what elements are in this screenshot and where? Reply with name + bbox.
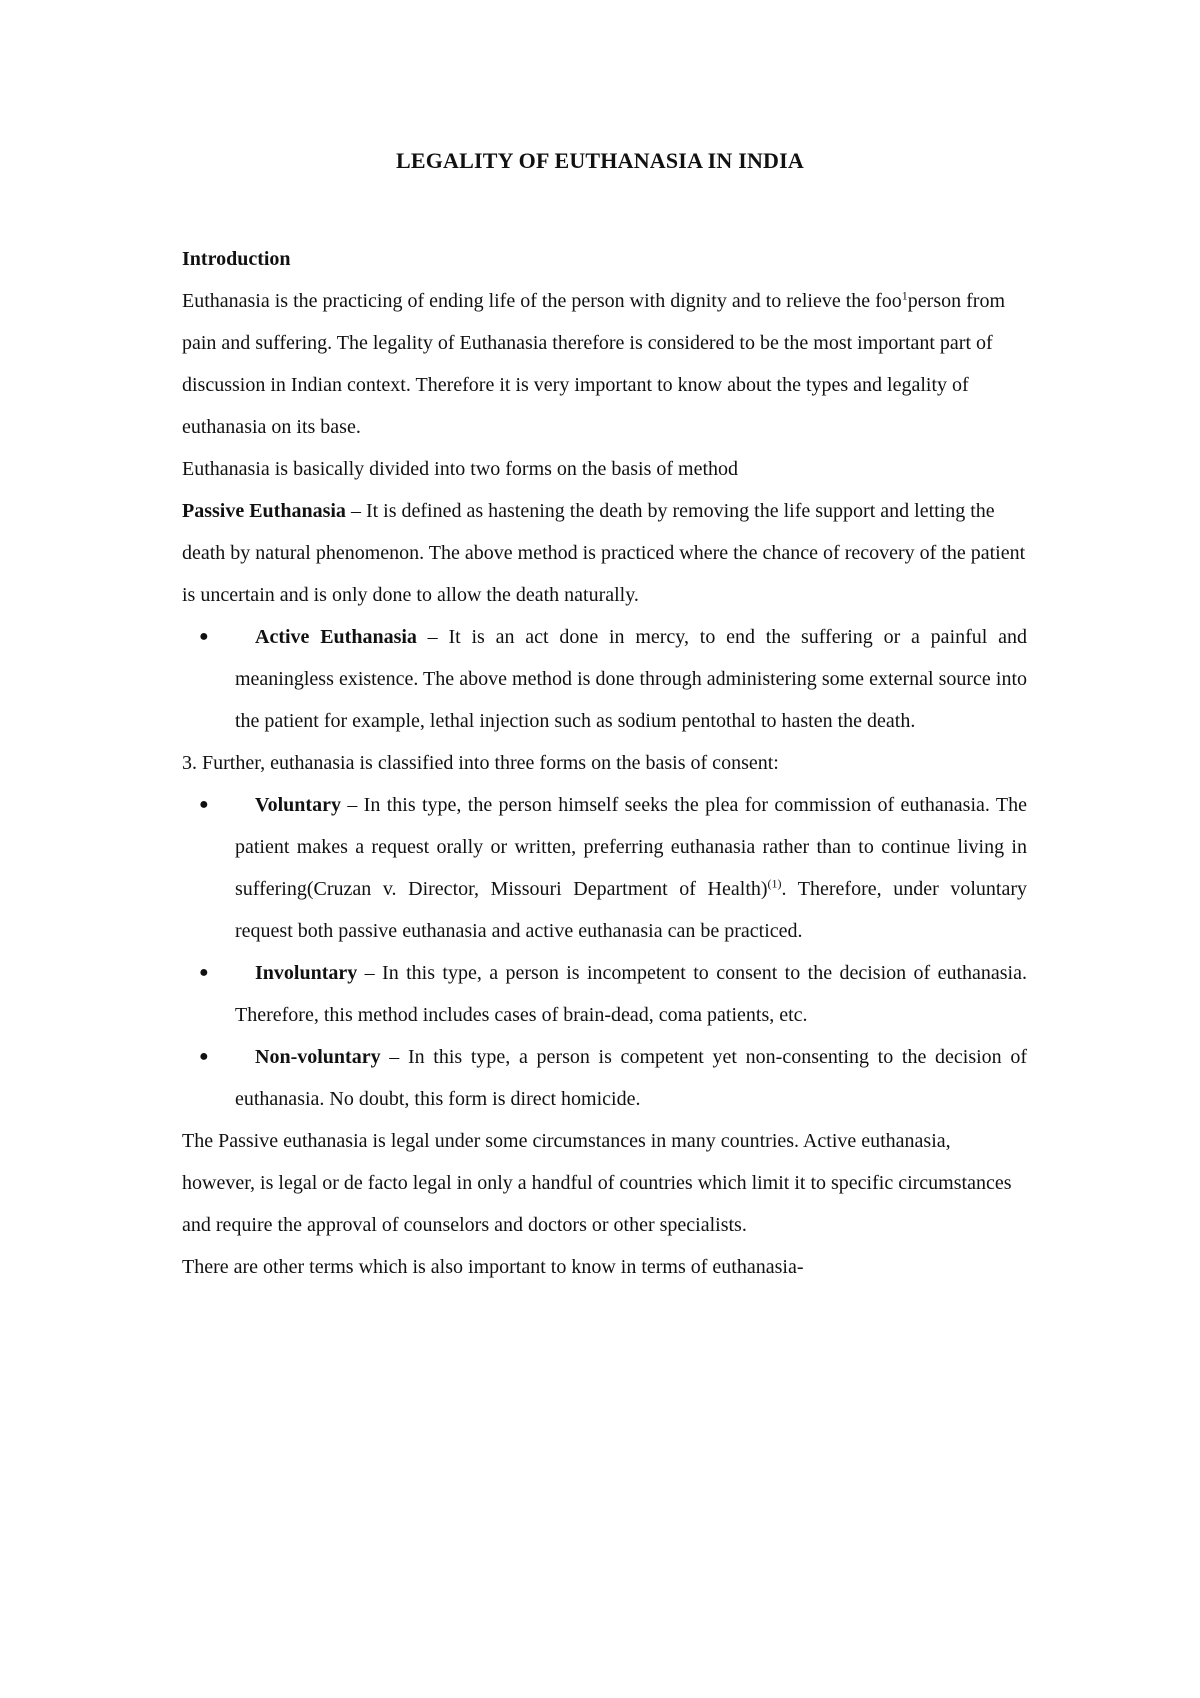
bullet-icon: ●: [199, 964, 209, 981]
voluntary-text: – In this type, the person himself seeks the plea for commission of euthanasia. The patient makes a request orally or written, preferring euthanasia rather than to continue living in suffering(Cruzan v. Director, Missouri Department of Health): [235, 794, 1027, 900]
bullet-icon: ●: [199, 628, 209, 645]
passive-euthanasia-paragraph: [182, 490, 1027, 616]
closing-line: There are other terms which is also important to know in terms of euthanasia-: [182, 1256, 804, 1278]
nonvoluntary-text: – In this type, a person is competent yet non-consenting to the decision of euthanasia. No doubt, this form is direct homicide.: [235, 1046, 1027, 1110]
document-title: LEGALITY OF EUTHANASIA IN INDIA: [396, 148, 804, 173]
list-item-nonvoluntary: [182, 1036, 1027, 1120]
intro-paragraph: [182, 280, 1027, 448]
legal-paragraph: The Passive euthanasia is legal under some circumstances in many countries. Active euthanasia, however, is legal or de facto legal in only a handful of countries which limit it to specific circumstances and require the approval of counselors and doctors or other specialists.: [182, 1130, 1012, 1236]
intro-text-continued: person from pain and suffering. The legality of Euthanasia therefore is considered to be the most important part of discussion in Indian context. Therefore it is very important to know about the types and legality of euthanasia on its base.: [182, 290, 1005, 438]
active-euthanasia-text: – It is an act done in mercy, to end the suffering or a painful and meaningless existence. The above method is done through administering some external source into the patient for example, lethal injection such as sodium pentothal to hasten the death.: [235, 626, 1027, 732]
voluntary-text-continued: . Therefore, under voluntary request both passive euthanasia and active euthanasia can be practiced.: [235, 878, 1027, 942]
method-intro: Euthanasia is basically divided into two forms on the basis of method: [182, 458, 739, 480]
bullet-icon: ●: [199, 1048, 209, 1065]
passive-euthanasia-term: Passive Euthanasia: [182, 500, 346, 522]
passive-euthanasia-text: – It is defined as hastening the death by removing the life support and letting the death by natural phenomenon. The above method is practiced where the chance of recovery of the patient is uncertain and is only done to allow the death naturally.: [182, 500, 1026, 606]
nonvoluntary-term: Non-voluntary: [255, 1046, 381, 1068]
consent-intro: 3. Further, euthanasia is classified into three forms on the basis of consent:: [182, 752, 779, 774]
intro-text: Euthanasia is the practicing of ending life of the person with dignity and to relieve the foo: [182, 290, 902, 312]
document-body: [182, 238, 1027, 1288]
active-euthanasia-term: Active Euthanasia: [255, 626, 417, 648]
footnote-marker: (1): [767, 876, 782, 891]
list-item-voluntary: [182, 784, 1027, 952]
footnote-marker: 1: [901, 288, 908, 303]
involuntary-text: – In this type, a person is incompetent to consent to the decision of euthanasia. Therefore, this method includes cases of brain-dead, coma patients, etc.: [235, 962, 1027, 1026]
intro-heading: Introduction: [182, 248, 291, 270]
list-item-involuntary: [182, 952, 1027, 1036]
bullet-icon: ●: [199, 796, 209, 813]
involuntary-term: Involuntary: [255, 962, 358, 984]
voluntary-term: Voluntary: [255, 794, 341, 816]
list-item-active: [182, 616, 1027, 742]
